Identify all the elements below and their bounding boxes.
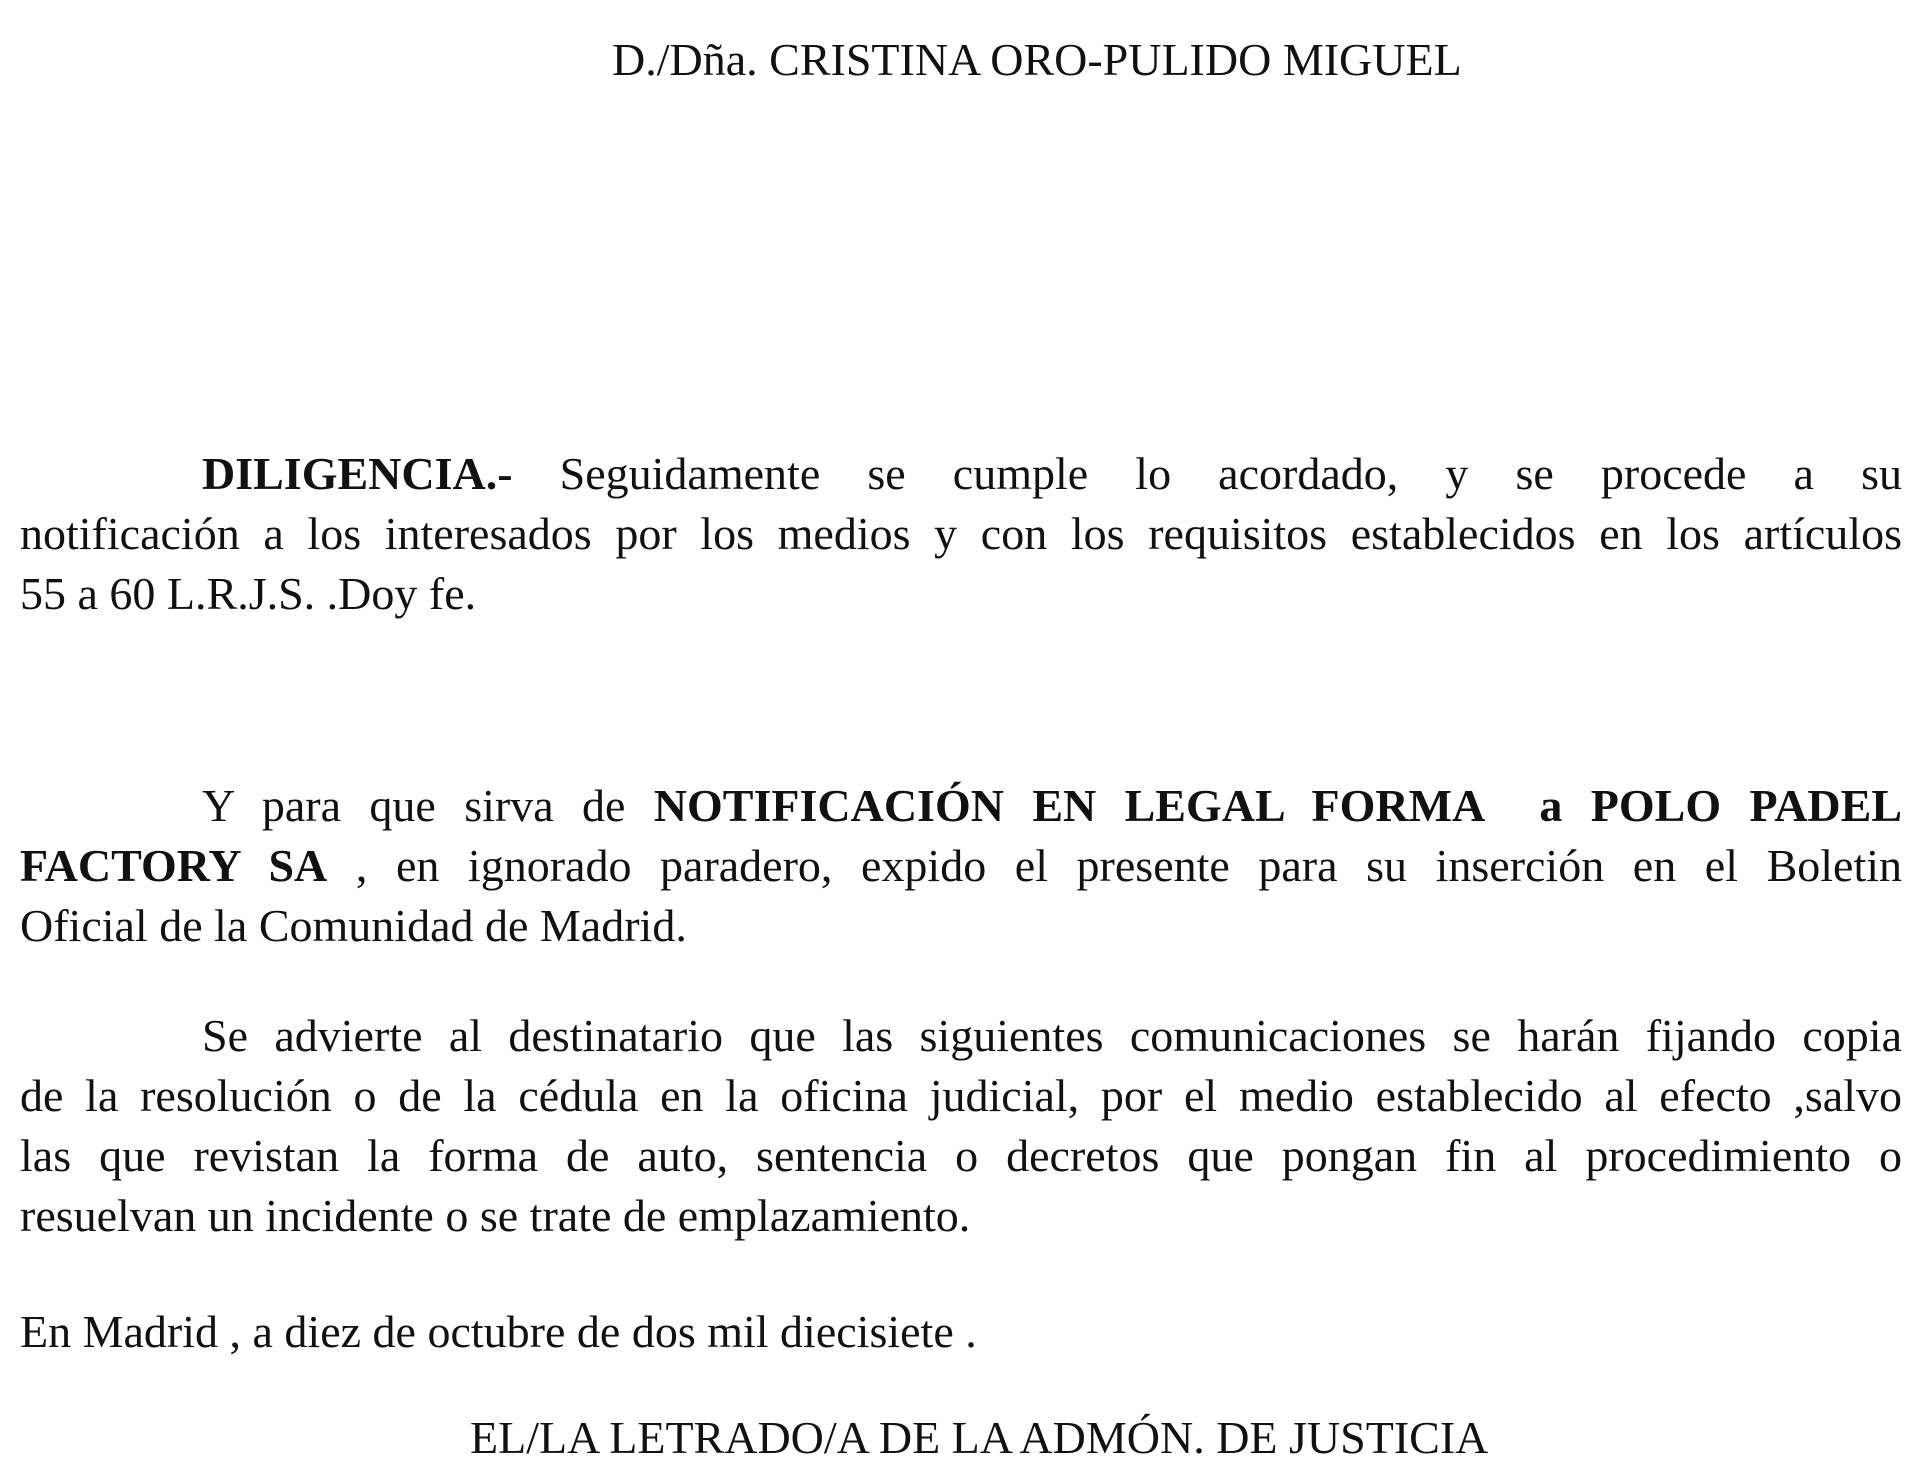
advertencia-line-2: de la resolución o de la cédula en la oficina judicial, por el medio establecido al efecto ,salvo — [20, 1070, 1902, 1121]
advertencia-line-4: resuelvan un incidente o se trate de emplazamiento. — [20, 1190, 971, 1241]
diligencia-line-2: notificación a los interesados por los medios y con los requisitos establecidos en los artículos — [20, 508, 1902, 559]
signatory-name: D./Dña. CRISTINA ORO-PULIDO MIGUEL — [612, 34, 1462, 85]
notificacion-bold-2: FACTORY SA — [20, 840, 328, 891]
notificacion-line-2 — [20, 836, 1902, 896]
diligencia-label: DILIGENCIA.- — [202, 448, 513, 499]
diligencia-paragraph — [20, 444, 1902, 624]
notificacion-line-1 — [20, 776, 1902, 836]
signature-title: EL/LA LETRADO/A DE LA ADMÓN. DE JUSTICIA — [470, 1412, 1489, 1463]
advertencia-line-3: las que revistan la forma de auto, sentencia o decretos que pongan fin al procedimiento o — [20, 1130, 1902, 1181]
notificacion-line-3: Oficial de la Comunidad de Madrid. — [20, 900, 687, 951]
diligencia-line-1 — [20, 444, 1902, 504]
advertencia-paragraph — [20, 1006, 1902, 1246]
diligencia-line-3: 55 a 60 L.R.J.S. .Doy fe. — [20, 568, 477, 619]
notificacion-intro: Y para que sirva de — [202, 780, 626, 831]
place-date: En Madrid , a diez de octubre de dos mil diecisiete . — [20, 1306, 977, 1357]
notificacion-line-2-rest: , en ignorado paradero, expido el presente para su inserción en el Boletin — [355, 840, 1903, 891]
diligencia-text-1: Seguidamente se cumple lo acordado, y se procede a su — [559, 448, 1902, 499]
notificacion-bold-1: NOTIFICACIÓN EN LEGAL FORMA a POLO PADEL — [653, 780, 1902, 831]
advertencia-line-1: Se advierte al destinatario que las siguientes comunicaciones se harán fijando copia — [202, 1010, 1902, 1061]
notificacion-paragraph — [20, 776, 1902, 956]
